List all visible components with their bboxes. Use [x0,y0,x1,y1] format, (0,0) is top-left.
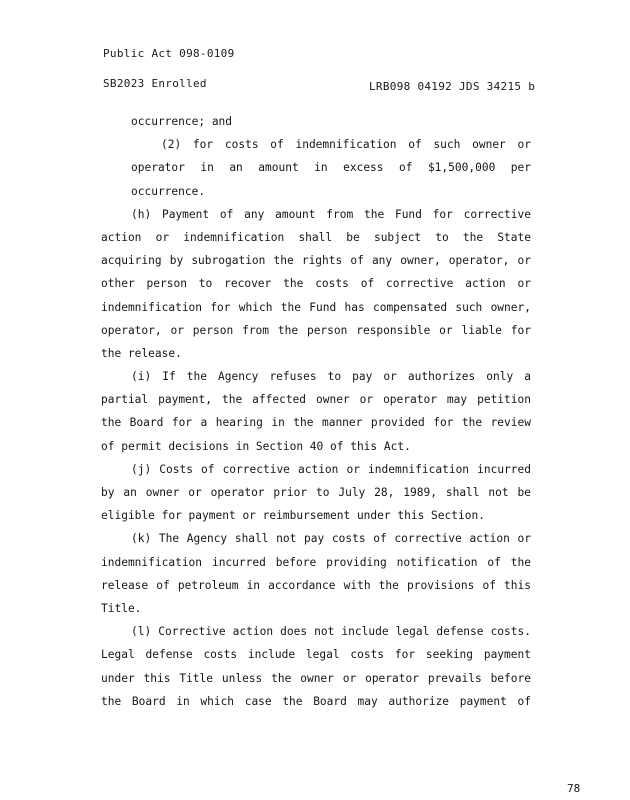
text-line: (2) for costs of indemnification of such owner or [161,138,531,152]
page-number: 78 [567,782,581,795]
text-line: acquiring by subrogation the rights of any owner, operator, or [101,254,531,268]
text-line: of permit decisions in Section 40 of this Act. [101,439,411,453]
text-line: occurrence. [131,184,206,198]
text-line: occurrence; and [131,115,233,128]
text-line: indemnification incurred before providing notification of the [101,555,531,569]
public-act-number: Public Act 098-0109 [103,47,235,60]
bill-identifier: SB2023 Enrolled [103,77,207,90]
statute-text [101,110,531,713]
text-line: action or indemnification shall be subject to the State [101,230,531,244]
text-line: the Board in which case the Board may authorize payment of [101,694,531,708]
text-line: by an owner or operator prior to July 28, 1989, shall not be [101,486,531,499]
text-line: release of petroleum in accordance with the provisions of this [101,578,531,592]
text-line: under this Title unless the owner or operator prevails before [101,671,531,685]
text-line: (j) Costs of corrective action or indemnification incurred [131,462,531,476]
text-line: (l) Corrective action does not include legal defense costs. [131,625,531,639]
text-line: other person to recover the costs of corrective action or [101,277,531,291]
text-line: the release. [101,346,182,360]
text-line: indemnification for which the Fund has compensated such owner, [101,300,531,314]
text-line: eligible for payment or reimbursement under this Section. [101,509,485,523]
text-line: Title. [101,601,142,615]
text-line: operator, or person from the person responsible or liable for [101,323,531,337]
text-line: operator in an amount in excess of $1,500,000 per [131,161,531,175]
text-line: (k) The Agency shall not pay costs of corrective action or [131,532,531,546]
text-line: Legal defense costs include legal costs for seeking payment [101,648,531,662]
text-line: (i) If the Agency refuses to pay or authorizes only a [131,370,531,384]
lrb-document-number: LRB098 04192 JDS 34215 b [369,80,536,93]
text-line: partial payment, the affected owner or operator may petition [101,393,531,407]
text-line: the Board for a hearing in the manner provided for the review [101,416,531,430]
text-line: (h) Payment of any amount from the Fund for corrective [131,207,531,221]
